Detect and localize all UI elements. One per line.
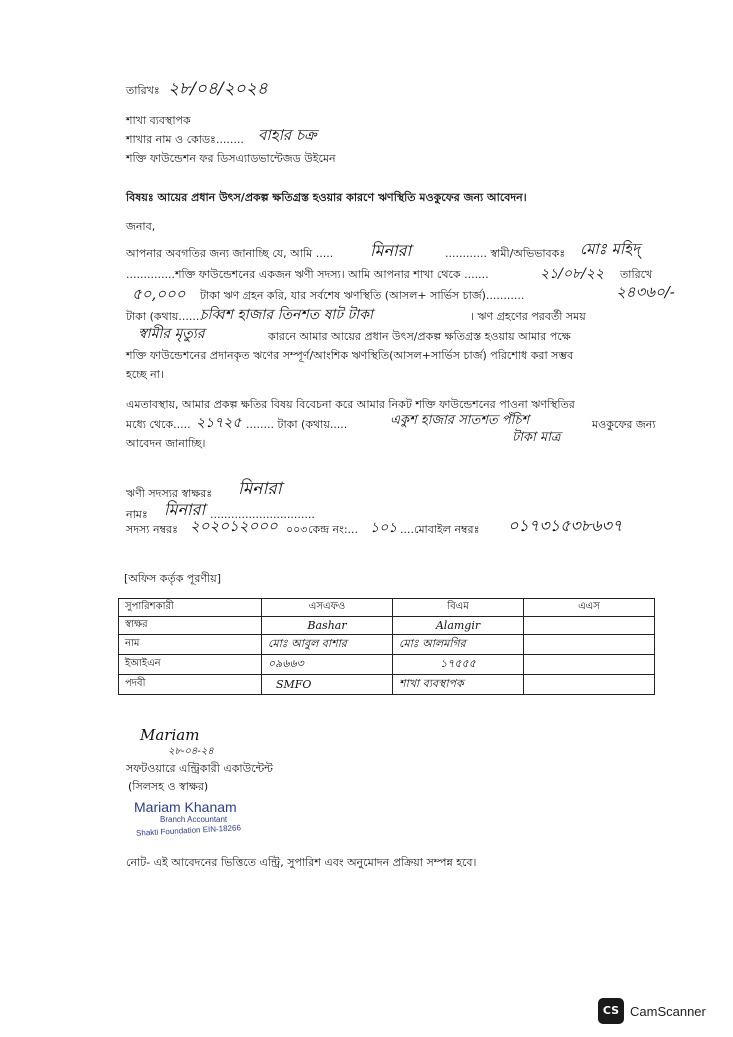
member-number-tail: ০০৩ [286, 523, 308, 536]
member-number: ২০২০১২০০০ [190, 517, 278, 535]
member-name-dots: .............................. [210, 508, 315, 521]
bm-designation: শাখা ব্যবস্থাপক [393, 675, 524, 695]
center-label: কেন্দ্র নং:... [308, 523, 359, 536]
sfo-name: মোঃ আবুল বাশার [262, 635, 393, 655]
camscanner-label: CamScanner [630, 1004, 706, 1019]
member-name-label: নামঃ [126, 508, 148, 521]
p1-line4-a: টাকা (কথায়....... [126, 310, 203, 323]
stamp-name: Mariam Khanam [134, 799, 237, 815]
p1-loan-amount: ৫০,০০০ [132, 285, 186, 303]
p1-line7: হচ্ছে না। [126, 368, 164, 381]
p1-line4-b: । ঋণ গ্রহণের পরবর্তী সময় [470, 310, 586, 323]
accountant-seal-note: (সিলসহ ও স্বাক্ষর) [128, 780, 209, 793]
sfo-signature: Bashar [262, 617, 393, 635]
office-row-label: নাম [119, 635, 262, 655]
member-signature: মিনারা [238, 479, 282, 499]
address-line3: শক্তি ফাউন্ডেশন ফর ডিসএ্যাডভান্টেজড উইমেন [126, 152, 336, 165]
p2-line2-a: মধ্যে থেকে..... [126, 418, 191, 431]
office-header-cell: সুপারিশকারী [119, 599, 262, 617]
bm-signature: Alamgir [393, 617, 524, 635]
p1-line5-a: কারনে আমার আয়ের প্রধান উৎস/প্রকল্প ক্ষতিগ্রস্ত হওয়ায় আমার পক্ষে [268, 330, 571, 343]
p1-line1-a: আপনার অবগতির জন্য জানাচ্ছি যে, আমি ..... [126, 247, 334, 260]
as-designation [524, 675, 655, 695]
subject: বিষয়ঃ আয়ের প্রধান উৎস/প্রকল্প ক্ষতিগ্রস্ত হওয়ার কারণে ঋণস্থিতি মওকুফের জন্য আবেদন। [126, 191, 527, 204]
center-number: ১০১ [370, 520, 398, 536]
office-row-label: স্বাক্ষর [119, 617, 262, 635]
p2-waive-words: একুশ হাজার সাতশত পঁচিশ [390, 413, 530, 428]
office-header-cell: এসএফও [262, 599, 393, 617]
office-header-row [119, 599, 655, 617]
p1-line3-a: টাকা ঋণ গ্রহন করি, যার সর্বশেষ ঋণস্থিতি (আসল+ সার্ভিস চার্জ)........... [200, 289, 525, 302]
office-row-ein [119, 655, 655, 675]
branch-name: বাহার চক্র [258, 126, 317, 144]
stamp-org: Shakti Foundation EIN-18266 [135, 823, 242, 838]
bm-ein: ১৭৫৫৫ [393, 655, 524, 675]
camscanner-logo-icon: CS [598, 998, 624, 1024]
as-signature [524, 617, 655, 635]
office-header-cell: এএস [524, 599, 655, 617]
office-row-name [119, 635, 655, 655]
p1-balance: ২৪৩৬০/- [616, 283, 675, 301]
p2-waive-amount: ২১৭২৫ [196, 415, 242, 431]
office-row-signature [119, 617, 655, 635]
p2-line3: আবেদন জানাচ্ছি। [126, 437, 206, 450]
p1-name: মিনারা [370, 241, 412, 260]
p2-line1: এমতাবস্থায়, আমার প্রকল্প ক্ষতির বিষয় বিবেচনা করে আমার নিকট শক্তি ফাউন্ডেশনের পাওনা ঋণস্থিতির [126, 398, 575, 411]
date-label: তারিখঃ [126, 84, 160, 97]
p1-line2-a: ..............শক্তি ফাউন্ডেশনের একজন ঋণী সদস্য। আমি আপনার শাখা থেকে ....... [126, 268, 489, 281]
mobile-label: ....মোবাইল নম্বরঃ [400, 523, 480, 536]
office-table [118, 598, 655, 695]
p1-balance-words: চব্বিশ হাজার তিনশত ষাট টাকা [200, 307, 373, 323]
member-signature-label: ঋণী সদস্যর স্বাক্ষরঃ [126, 487, 213, 500]
accountant-title: সফটওয়ারে এন্ট্রিকারী একাউন্টেন্ট [126, 762, 273, 775]
p1-line6: শক্তি ফাউন্ডেশনের প্রদানকৃত ঋণের সম্পূর্ণ/আংশিক ঋণস্থিতি(আসল+সার্ভিস চার্জ) পরিশোধ করা সম্ভব [126, 349, 574, 362]
salutation: জনাব, [126, 220, 156, 233]
office-row-designation [119, 675, 655, 695]
p1-loan-date: ২১/০৮/২২ [540, 266, 605, 282]
p1-guardian: মোঃ মহিদ্ [580, 240, 640, 258]
stamp-role: Branch Accountant [160, 815, 228, 824]
footer-note: নোট- এই আবেদনের ভিত্তিতে এন্ট্রি, সুপারিশ এবং অনুমোদন প্রক্রিয়া সম্পন্ন হবে। [126, 856, 477, 869]
sfo-ein: ০৯৬৬৩ [262, 655, 393, 675]
office-header-cell: বিএম [393, 599, 524, 617]
address-line2-label: শাখার নাম ও কোডঃ........ [126, 133, 244, 146]
p1-reason: স্বামীর মৃত্যুর [138, 326, 205, 342]
p1-line1-b: ............ স্বামী/অভিভাবকঃ [445, 247, 566, 260]
mobile-number: ০১৭৩১৫৩৮৬৩৭ [508, 516, 623, 535]
office-title: [অফিস কর্তৃক পূরণীয়] [124, 572, 221, 585]
p2-line2-b: ........ টাকা (কথায়..... [246, 418, 348, 431]
sfo-designation: SMFO [262, 675, 393, 695]
p1-line2-b: তারিখে [620, 268, 653, 281]
accountant-sign-date: ২৮-০৪-২৪ [168, 746, 214, 757]
p2-taka-only: টাকা মাত্র [512, 430, 561, 445]
as-name [524, 635, 655, 655]
as-ein [524, 655, 655, 675]
date-value: ২৮/০৪/২০২৪ [168, 79, 268, 99]
office-row-label: পদবী [119, 675, 262, 695]
member-name: মিনারা [164, 500, 206, 519]
p2-line2-c: মওকুফের জন্য [592, 418, 656, 431]
office-row-label: ইআইএন [119, 655, 262, 675]
address-line1: শাখা ব্যবস্থাপক [126, 114, 191, 127]
accountant-signature: Mariam [140, 726, 200, 744]
bm-name: মোঃ আলমগির [393, 635, 524, 655]
member-number-label: সদস্য নম্বরঃ [126, 523, 178, 536]
